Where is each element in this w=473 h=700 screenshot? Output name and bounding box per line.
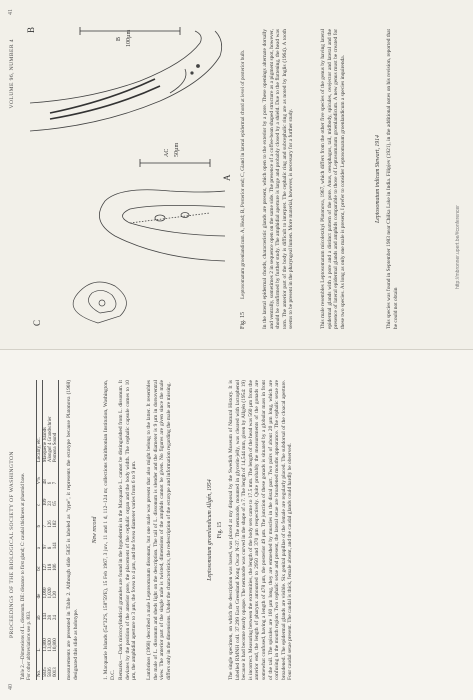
- right-folio: 41: [8, 9, 14, 15]
- table-cell: 141: [53, 541, 58, 550]
- table-caption-line2: For other abbreviations see p. 833.: [27, 610, 32, 680]
- table-cell: 109: [43, 498, 48, 506]
- comparison-paragraph: This male resembles Leptosomatum micoletzkyi Platonova, 1967, which differs from the other five species of the genus by having lateral epidermal glands with a pore and a distinct pattern of the pore. Anus, oesophagus, tail, midbody, spicules, ovejector and lateral and the presence of lateral epidermal glands and amphids comparable to those of Leptosomatum groenlandicum. A new genus must be created for these two species. As long as only one male is present, I prefer to consider Leptosomatum groenlandicum a species inquirenda.: [320, 29, 346, 329]
- panel-a-label: A: [222, 174, 232, 181]
- gland-paragraph: In the lateral epidermal chords, characteristic glands are present, which open to the exterior by a pore. These openings alternate dorsally and ventrally, sometimes 2 in sequence open on the same side. The presence of a coffee-bean shaped structure as a pigment spot, however, should be confirmed by further study. The amphidial aperture is large and probably closed by a shield. Due to the flattening, the head was torn. The anterior part of the body is difficult to interpret. The cephalic ring and subcephalic ring are as noted by Inglis (1964). A tooth seems to be present in the pharyngeal lumen. More material, however, is necessary for a further study.: [262, 29, 295, 329]
- table-cell: 23: [48, 501, 53, 506]
- table-cell: 143: [43, 612, 48, 620]
- table-header-cell: No.: [37, 669, 42, 677]
- table-header-cell: a: [37, 546, 42, 550]
- table-header-cell: Locality, etc.: [37, 437, 42, 463]
- scale-b-value: 100µm: [126, 29, 132, 47]
- table-cell: 97: [43, 544, 48, 550]
- material-paragraph: The single specimen, on which the description was based, was placed at my disposal by the Swedish Museum of Natural History. It is labelled RMNH coll. 37.299 East Greenland Kong Oscar N-37. The nematode, mounted in glycerin-jelly, was cleared with lactophenol because it had become nearly opaque. The nematode was curved in the shape of a 7. The length of 14,544 mm, given by Allgén (1954: 19) is incorrect. Measuring between the extremities, the length of the body sets came to 17.5 mm. The length of the head was 560 µm from the anterior end, the length of pharynx amounted to 2950 and 370 µm respectively. Quite probably the measurements of the gonads are somewhat confused, having a length of 478 µm, the posterior 49 µm. The junction of these gonads is situated by a globular mass in front of the tail. The spicules are 160 µm long, they are enmeshed by muscles in the distal part. Two pairs of about 20 µm long, which are confusing in the mouth region. Two cephalic setae and present, the lateral setae are broadened mouths appearance. The cephalic setae are broadened. The epidermal glands are visible. Six genital papillae of the female are regularly placed. The subdorsal of the cloacal aperture. Four caudal setae present. The caudal is thick, female absent, and the caudal glands could hardly be observed.: [228, 380, 294, 680]
- new-record-heading: New record: [92, 516, 98, 544]
- scale-b-label: B: [116, 36, 122, 41]
- table-cell: 48: [43, 479, 48, 485]
- table-cell: 1,020: [48, 587, 53, 599]
- right-running-head: VOLUME 96, NUMBER 4: [9, 39, 15, 109]
- panel-c-gland: [73, 282, 126, 323]
- table-cell: 6013: [53, 667, 58, 677]
- table-cell: 127: [43, 563, 48, 571]
- table-header-cell: de: [37, 593, 42, 599]
- table-cell: 102: [53, 520, 58, 528]
- scale-ac-label: AC: [164, 148, 170, 157]
- remarks-paragraph: Remarks.—Dark microcylindrical granules are found in the hypodermis in the Macquarie L. cannot be distinguished from L. dissonum. It deviates by the position of the anterior pore, the placement of the cephalic organ and the body width. The cephalic capsule comes to 10 µm, the amphidial aperture to 3 µm, the fovea to 4 µm, and the fovea diameter varies from 6 to 9 µm.: [118, 380, 138, 680]
- table-cell: 126: [48, 520, 53, 528]
- table-cell: 28: [48, 615, 53, 620]
- table-cell: 5836: [48, 667, 53, 677]
- table-row: [53, 380, 59, 680]
- left-folio: 40: [8, 684, 14, 690]
- figure-caption: Leptosomatum groenlandicum. A, Head; B, Posterior end; C, Gland in lateral epidermal chord at level of posterior bulb.: [240, 49, 246, 299]
- species-heading: Leptosomatum groenlandicum Allgén, 1954: [207, 479, 213, 581]
- intro-paragraph: measurements are presented in Table 2. Although slide 5835 is labeled as "type", it represents the ectotype because Platonova (1968) designated this slide as holotype.: [66, 380, 79, 680]
- table-caption: [21, 400, 33, 680]
- indicum-paragraph: This species was found in September 1983 near Chilka Lake in India. Filipjev (1921), in the additional notes on his revision, reported that he could not obtain: [386, 29, 399, 329]
- table-cell: 7: [53, 481, 58, 485]
- table-header-cell: b: [37, 525, 42, 528]
- table-header-cell: ab: [37, 615, 42, 620]
- panel-a-head: [99, 190, 225, 261]
- nematode-figure: [20, 19, 235, 331]
- source-url: http://mbronner.upert.be/#conferencer: [455, 205, 461, 289]
- panel-b-label: B: [26, 26, 36, 33]
- dimensions-table: [36, 380, 59, 680]
- table-header-cell: c: [37, 503, 42, 506]
- table-cell: 13,820: [48, 638, 53, 652]
- table-header-cell: V%: [37, 476, 42, 485]
- table-cell: Masquerie Islands: [43, 427, 48, 463]
- record-paragraph: 1. Macquarie Islands (54°32'S, 158°59'E), 15 Feb 1967, 3 juv., 11 and 1 d, 112–124 m; collections Smithsonian Institution, Washington, D.C.: [103, 380, 116, 680]
- figure-number: Fig. 15: [240, 311, 246, 329]
- table-cell: 65: [53, 501, 58, 506]
- table-cell: 13,860: [43, 638, 48, 652]
- table-header-cell: bc: [37, 566, 42, 571]
- male-remarks-paragraph: Lambrinos (1968) described a male Leptosomatum dissonum, but one male was present that also might belong to the latter. It resembles the male of L. dissonum and sheds light on the description. The tail of L. dissonum is slender and the diameter is 9 µm in dorsoventral view. The anterior part of the single male is twisted, dimensions of the amphids cannot be given. No figures are given since the male differs only in the dimensions. Under the characteristics, the redescription of the ectotype and information regarding the male are missing.: [146, 380, 172, 680]
- scale-bar-ac: [140, 159, 210, 167]
- left-running-head: PROCEEDINGS OF THE BIOLOGICAL SOCIETY OF WASHINGTON: [9, 451, 15, 638]
- left-page: [0, 350, 473, 700]
- scale-ac-value: 50µm: [174, 142, 180, 157]
- indicum-heading: Leptosomatum indicum Stewart, 1914: [375, 135, 381, 223]
- panel-c-label: C: [32, 319, 42, 326]
- table-cell: Pomona Sound: [53, 432, 58, 463]
- table-cell: Alongof 4 Grandschrier: [48, 416, 53, 463]
- table-cell: 8: [48, 546, 53, 550]
- table-cell: 1,060: [43, 587, 48, 599]
- table-cell: 6: [48, 481, 53, 485]
- table-cell: 5835: [43, 667, 48, 677]
- table-cell: 10,860: [53, 638, 58, 652]
- species-fig-reference: Fig. 15: [217, 521, 223, 539]
- table-cell: 24: [53, 615, 58, 620]
- table-header-cell: L: [37, 648, 42, 652]
- table-cell: 7: [43, 525, 48, 528]
- table-cell: 106: [53, 563, 58, 571]
- table-caption-line1: Table 2.—Dimensions of L. dissonum. DE: distance to first gland; C: caudal thickness at phasmid base.: [21, 472, 26, 680]
- table-cell: 120: [53, 591, 58, 599]
- table-cell: 118: [48, 563, 53, 571]
